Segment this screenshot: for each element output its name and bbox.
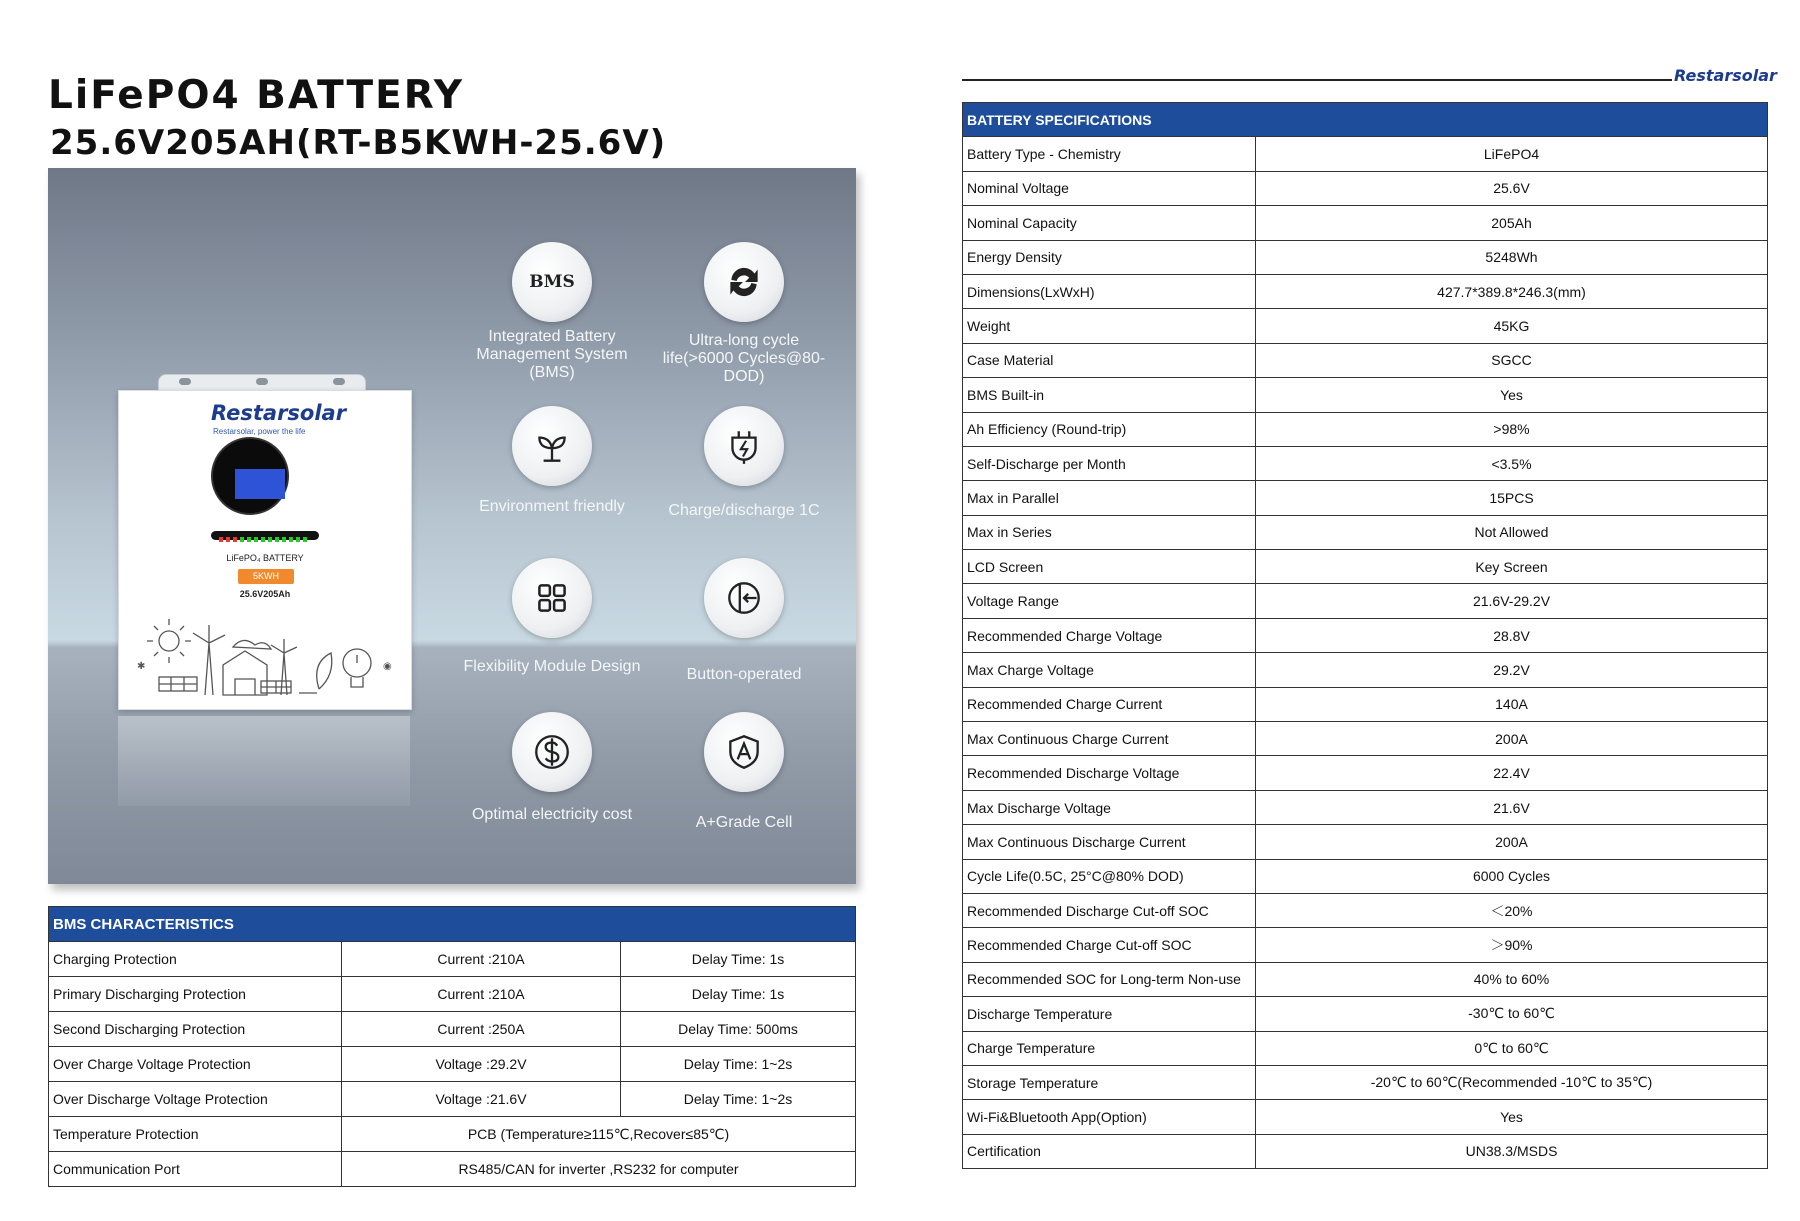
brand-logo: Restarsolar bbox=[1674, 66, 1777, 85]
dollar-icon bbox=[512, 712, 592, 792]
feature-label: Optimal electricity cost bbox=[471, 806, 633, 823]
table-row bbox=[963, 1134, 1768, 1168]
table-row bbox=[963, 997, 1768, 1031]
row-label: Communication Port bbox=[49, 1152, 342, 1187]
spec-value: 15PCS bbox=[1256, 481, 1768, 515]
feature-label: A+Grade Cell bbox=[695, 814, 793, 831]
spec-value: 22.4V bbox=[1256, 756, 1768, 790]
table-row bbox=[963, 1100, 1768, 1134]
spec-value: 29.2V bbox=[1256, 653, 1768, 687]
header-divider-line bbox=[962, 79, 1672, 81]
table-row bbox=[963, 515, 1768, 549]
grid-icon bbox=[512, 558, 592, 638]
spec-value: 28.8V bbox=[1256, 618, 1768, 652]
spec-value: 40% to 60% bbox=[1256, 962, 1768, 996]
row-value: Voltage :29.2V bbox=[342, 1047, 621, 1082]
table-row bbox=[963, 653, 1768, 687]
cycle-icon bbox=[704, 242, 784, 322]
table-row bbox=[963, 550, 1768, 584]
spec-value: 21.6V-29.2V bbox=[1256, 584, 1768, 618]
spec-label: Max Charge Voltage bbox=[963, 653, 1256, 687]
spec-value: 45KG bbox=[1256, 309, 1768, 343]
page-subtitle: 25.6V205AH(RT-B5KWH-25.6V) bbox=[50, 123, 667, 163]
row-value: PCB (Temperature≥115℃,Recover≤85℃) bbox=[342, 1117, 856, 1152]
spec-value: 205Ah bbox=[1256, 206, 1768, 240]
row-label: Second Discharging Protection bbox=[49, 1012, 342, 1047]
spec-value: 0℃ to 60℃ bbox=[1256, 1031, 1768, 1065]
spec-value: 21.6V bbox=[1256, 790, 1768, 824]
row-delay: Delay Time: 1~2s bbox=[621, 1082, 856, 1117]
battery-device-image bbox=[118, 390, 412, 710]
spec-label: Max Discharge Voltage bbox=[963, 790, 1256, 824]
feature-label: Flexibility Module Design bbox=[463, 658, 641, 675]
row-label: Temperature Protection bbox=[49, 1117, 342, 1152]
row-label: Primary Discharging Protection bbox=[49, 977, 342, 1012]
table-row bbox=[49, 1082, 856, 1117]
table-row bbox=[963, 206, 1768, 240]
spec-value: -20℃ to 60℃(Recommended -10℃ to 35℃) bbox=[1256, 1065, 1768, 1099]
spec-value: >98% bbox=[1256, 412, 1768, 446]
spec-label: Max Continuous Discharge Current bbox=[963, 825, 1256, 859]
spec-value: -30℃ to 60℃ bbox=[1256, 997, 1768, 1031]
feature-label: Button-operated bbox=[686, 666, 802, 683]
table-row bbox=[49, 1012, 856, 1047]
svg-text:◉: ◉ bbox=[383, 661, 392, 672]
row-delay: Delay Time: 500ms bbox=[621, 1012, 856, 1047]
spec-label: Recommended SOC for Long-term Non-use bbox=[963, 962, 1256, 996]
spec-label: Energy Density bbox=[963, 240, 1256, 274]
row-label: Charging Protection bbox=[49, 942, 342, 977]
spec-value: 25.6V bbox=[1256, 171, 1768, 205]
spec-label: Recommended Charge Cut-off SOC bbox=[963, 928, 1256, 962]
row-value: Voltage :21.6V bbox=[342, 1082, 621, 1117]
table-row bbox=[49, 1047, 856, 1082]
row-label: Over Discharge Voltage Protection bbox=[49, 1082, 342, 1117]
spec-value: 140A bbox=[1256, 687, 1768, 721]
table-row bbox=[963, 1065, 1768, 1099]
table-row bbox=[963, 309, 1768, 343]
spec-label: Case Material bbox=[963, 343, 1256, 377]
spec-label: Recommended Discharge Cut-off SOC bbox=[963, 893, 1256, 927]
spec-label: Recommended Discharge Voltage bbox=[963, 756, 1256, 790]
bms-icon: BMS bbox=[512, 242, 592, 322]
table-row bbox=[963, 584, 1768, 618]
row-delay: Delay Time: 1s bbox=[621, 977, 856, 1012]
spec-label: Weight bbox=[963, 309, 1256, 343]
spec-value: 5248Wh bbox=[1256, 240, 1768, 274]
spec-label: Max in Parallel bbox=[963, 481, 1256, 515]
spec-label: Nominal Voltage bbox=[963, 171, 1256, 205]
table-row bbox=[963, 859, 1768, 893]
spec-label: Cycle Life(0.5C, 25°C@80% DOD) bbox=[963, 859, 1256, 893]
spec-value: ＞90% bbox=[1256, 928, 1768, 962]
spec-label: Dimensions(LxWxH) bbox=[963, 274, 1256, 308]
table-row bbox=[963, 137, 1768, 171]
spec-label: BMS Built-in bbox=[963, 378, 1256, 412]
spec-label: Max in Series bbox=[963, 515, 1256, 549]
feature-button-operated bbox=[654, 558, 834, 684]
renewable-energy-illustration-icon bbox=[135, 605, 397, 705]
feature-label: Environment friendly bbox=[479, 498, 625, 515]
spec-label: Certification bbox=[963, 1134, 1256, 1168]
spec-value: Key Screen bbox=[1256, 550, 1768, 584]
device-product-label: LiFePO₄ BATTERY bbox=[226, 553, 304, 563]
spec-label: Nominal Capacity bbox=[963, 206, 1256, 240]
feature-environment bbox=[462, 406, 642, 516]
table-row bbox=[963, 343, 1768, 377]
feature-label: Charge/discharge 1C bbox=[668, 502, 820, 519]
power-button-icon bbox=[704, 558, 784, 638]
row-delay: Delay Time: 1~2s bbox=[621, 1047, 856, 1082]
svg-text:✱: ✱ bbox=[137, 661, 146, 672]
leaf-icon bbox=[512, 406, 592, 486]
spec-value: LiFePO4 bbox=[1256, 137, 1768, 171]
spec-value: ＜20% bbox=[1256, 893, 1768, 927]
table-row bbox=[963, 412, 1768, 446]
table-row bbox=[963, 240, 1768, 274]
table-row bbox=[49, 1152, 856, 1187]
spec-value: 6000 Cycles bbox=[1256, 859, 1768, 893]
spec-value: <3.5% bbox=[1256, 446, 1768, 480]
battery-level-leds bbox=[211, 531, 319, 540]
feature-electricity-cost bbox=[462, 712, 642, 824]
spec-value: Yes bbox=[1256, 1100, 1768, 1134]
table-row bbox=[49, 1117, 856, 1152]
spec-value: 200A bbox=[1256, 825, 1768, 859]
table-title: BATTERY SPECIFICATIONS bbox=[963, 103, 1768, 137]
spec-label: Voltage Range bbox=[963, 584, 1256, 618]
row-label: Over Charge Voltage Protection bbox=[49, 1047, 342, 1082]
table-row bbox=[963, 687, 1768, 721]
table-row bbox=[49, 977, 856, 1012]
device-display-icon bbox=[211, 437, 289, 515]
table-row bbox=[963, 378, 1768, 412]
feature-bms bbox=[462, 242, 642, 382]
battery-specifications-table bbox=[962, 102, 1768, 1169]
table-row bbox=[49, 942, 856, 977]
device-reflection bbox=[118, 716, 410, 806]
table-row bbox=[963, 722, 1768, 756]
feature-label: Integrated Battery Management System (BMS) bbox=[476, 328, 628, 381]
spec-label: Charge Temperature bbox=[963, 1031, 1256, 1065]
spec-label: Discharge Temperature bbox=[963, 997, 1256, 1031]
spec-label: Wi-Fi&Bluetooth App(Option) bbox=[963, 1100, 1256, 1134]
spec-label: Self-Discharge per Month bbox=[963, 446, 1256, 480]
spec-value: Not Allowed bbox=[1256, 515, 1768, 549]
spec-label: Storage Temperature bbox=[963, 1065, 1256, 1099]
feature-label: Ultra-long cycle life(>6000 Cycles@80-DOD) bbox=[662, 332, 826, 385]
spec-label: Battery Type - Chemistry bbox=[963, 137, 1256, 171]
feature-charge-discharge bbox=[654, 406, 834, 520]
table-row bbox=[963, 893, 1768, 927]
table-row bbox=[963, 962, 1768, 996]
spec-value: Yes bbox=[1256, 378, 1768, 412]
table-row bbox=[963, 171, 1768, 205]
row-delay: Delay Time: 1s bbox=[621, 942, 856, 977]
feature-cycle-life bbox=[654, 242, 834, 386]
spec-label: Ah Efficiency (Round-trip) bbox=[963, 412, 1256, 446]
row-value: Current :210A bbox=[342, 942, 621, 977]
spec-value: UN38.3/MSDS bbox=[1256, 1134, 1768, 1168]
table-row bbox=[963, 790, 1768, 824]
table-title: BMS CHARACTERISTICS bbox=[49, 907, 856, 942]
table-row bbox=[963, 618, 1768, 652]
table-row bbox=[963, 481, 1768, 515]
bms-characteristics-table bbox=[48, 906, 856, 1187]
spec-label: Max Continuous Charge Current bbox=[963, 722, 1256, 756]
device-brand-logo: Restarsolar bbox=[211, 401, 347, 425]
table-row bbox=[963, 446, 1768, 480]
table-row bbox=[963, 928, 1768, 962]
spec-value: SGCC bbox=[1256, 343, 1768, 377]
row-value: Current :210A bbox=[342, 977, 621, 1012]
spec-value: 200A bbox=[1256, 722, 1768, 756]
spec-label: Recommended Charge Current bbox=[963, 687, 1256, 721]
table-row bbox=[963, 756, 1768, 790]
spec-value: 427.7*389.8*246.3(mm) bbox=[1256, 274, 1768, 308]
table-row bbox=[963, 274, 1768, 308]
device-capacity-badge: 5KWH bbox=[238, 569, 294, 584]
feature-modular-design bbox=[462, 558, 642, 676]
feature-a-grade-cell bbox=[654, 712, 834, 832]
spec-label: LCD Screen bbox=[963, 550, 1256, 584]
product-hero-panel bbox=[48, 168, 856, 884]
table-row bbox=[963, 1031, 1768, 1065]
table-row bbox=[963, 825, 1768, 859]
shield-a-icon bbox=[704, 712, 784, 792]
row-value: Current :250A bbox=[342, 1012, 621, 1047]
device-brand-tagline: Restarsolar, power the life bbox=[213, 427, 306, 436]
page-title: LiFePO4 BATTERY bbox=[48, 73, 464, 118]
spec-label: Recommended Charge Voltage bbox=[963, 618, 1256, 652]
charge-icon bbox=[704, 406, 784, 486]
device-rating-label: 25.6V205Ah bbox=[239, 589, 291, 599]
row-value: RS485/CAN for inverter ,RS232 for computer bbox=[342, 1152, 856, 1187]
